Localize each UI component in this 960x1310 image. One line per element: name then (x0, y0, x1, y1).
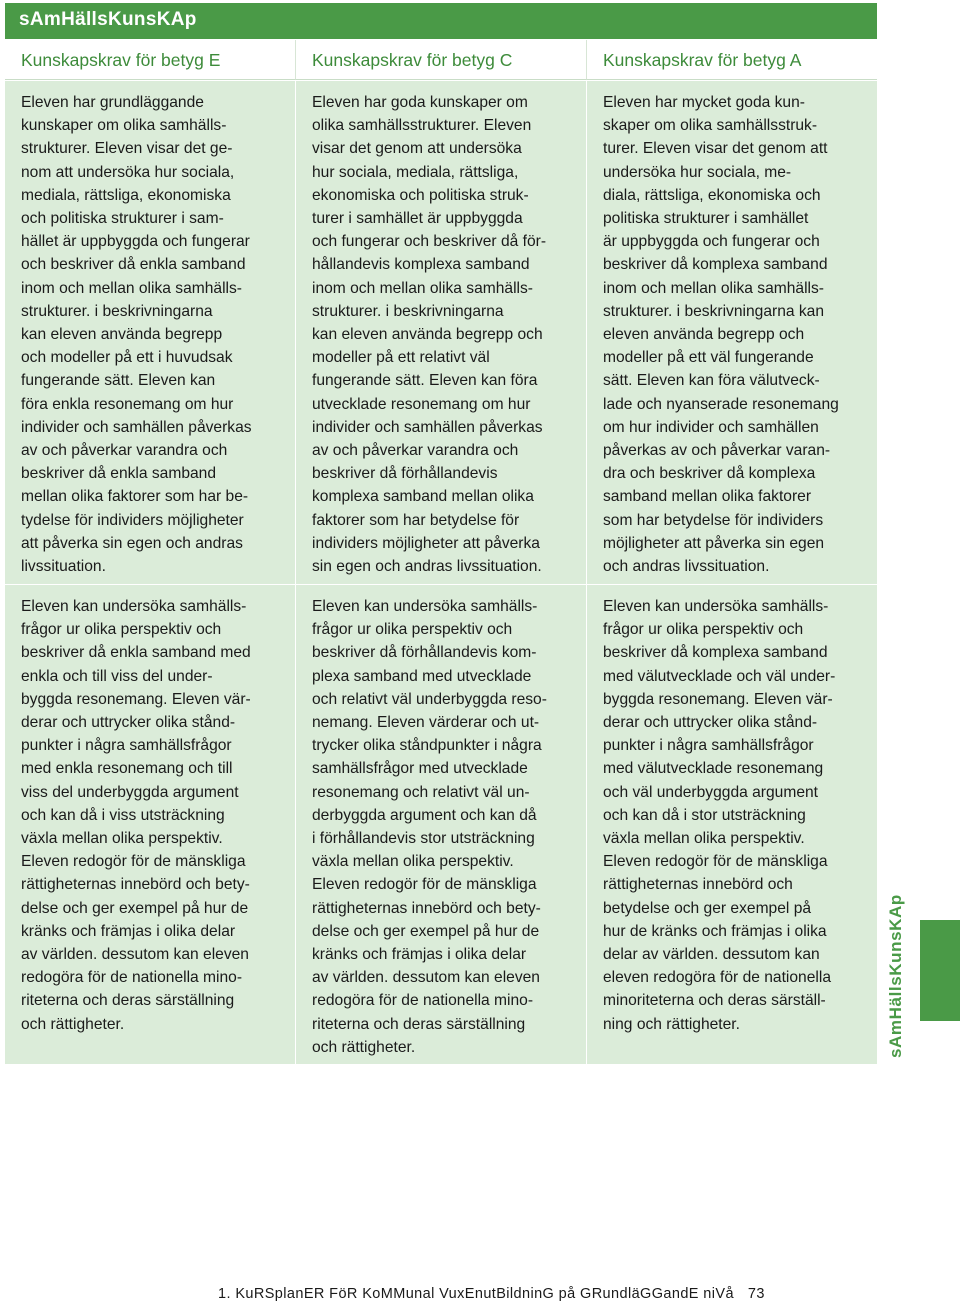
grading-criteria-table (5, 40, 877, 1064)
footer-text: 1. KuRSplanER FöR KoMMunal VuxEnutBildninG på GRundläGGandE niVå (218, 1286, 734, 1302)
side-tab-marker (920, 920, 960, 1021)
page-footer (218, 1286, 765, 1302)
page-header-title: sAmHällsKunsKAp (19, 9, 197, 30)
criteria-cell-e-knowledge: Eleven har grundläggande kunskaper om olika samhälls- strukturer. Eleven visar det ge- nom att undersöka hur sociala, mediala, rättsliga, ekonomiska och politiska strukturer i sam- hället är uppbyggda och fungerar och beskriver då enkla samband inom och mellan olika samhälls- strukturer. i beskrivningarna kan eleven använda begrepp och modeller på ett i huvudsak fungerande sätt. Eleven kan föra enkla resonemang om hur individer och samhällen påverkas av och påverkar varandra och beskriver då enkla samband mellan olika faktorer som har be- tydelse för individers möjligheter att påverka sin egen och andras livssituation. (5, 80, 295, 584)
criteria-cell-c-knowledge: Eleven har goda kunskaper om olika samhällsstrukturer. Eleven visar det genom att undersöka hur sociala, mediala, rättsliga, ekonomiska och politiska struk- turer i samhället är uppbyggda och fungerar och beskriver då för- hållandevis komplexa samband inom och mellan olika samhälls- strukturer. i beskrivningarna kan eleven använda begrepp och modeller på ett relativt väl fungerande sätt. Eleven kan föra utvecklade resonemang om hur individer och samhällen påverkas av och påverkar varandra och beskriver då förhållandevis komplexa samband mellan olika faktorer som har betydelse för individers möjligheter att påverka sin egen och andras livssituation. (295, 80, 586, 584)
column-heading-c: Kunskapskrav för betyg C (295, 40, 586, 80)
page-header-bar (5, 3, 877, 39)
criteria-cell-e-perspectives: Eleven kan undersöka samhälls- frågor ur olika perspektiv och beskriver då enkla samband med enkla och till viss del under- byggda resonemang. Eleven vär- derar och uttrycker olika stånd- punkter i några samhällsfrågor med enkla resonemang och till viss del underbyggda argument och kan då i viss utsträckning växla mellan olika perspektiv. Eleven redogör för de mänskliga rättigheternas innebörd och bety- delse och ger exempel på hur de kränks och främjas i olika delar av världen. dessutom kan eleven redogöra för de nationella mino- riteterna och deras särställning och rättigheter. (5, 584, 295, 1064)
side-tab-label: sAmHällsKunsKAp (886, 894, 905, 1058)
criteria-cell-a-perspectives: Eleven kan undersöka samhälls- frågor ur olika perspektiv och beskriver då komplexa samband med välutvecklade och väl under- byggda resonemang. Eleven vär- derar och uttrycker olika stånd- punkter i några samhällsfrågor med välutvecklade resonemang och väl underbyggda argument och kan då i stor utsträckning växla mellan olika perspektiv. Eleven redogör för de mänskliga rättigheternas innebörd och betydelse och ger exempel på hur de kränks och främjas i olika delar av världen. dessutom kan eleven redogöra för de nationella minoriteterna och deras särställ- ning och rättigheter. (586, 584, 877, 1064)
column-heading-e: Kunskapskrav för betyg E (5, 40, 295, 80)
page-number: 73 (747, 1286, 765, 1302)
column-heading-a: Kunskapskrav för betyg A (586, 40, 877, 80)
criteria-cell-a-knowledge: Eleven har mycket goda kun- skaper om olika samhällsstruk- turer. Eleven visar det genom att undersöka hur sociala, me- diala, rättsliga, ekonomiska och politiska strukturer i samhället är uppbyggda och fungerar och beskriver då komplexa samband inom och mellan olika samhälls- strukturer. i beskrivningarna kan eleven använda begrepp och modeller på ett väl fungerande sätt. Eleven kan föra välutveck- lade och nyanserade resonemang om hur individer och samhällen påverkas av och påverkar varan- dra och beskriver då komplexa samband mellan olika faktorer som har betydelse för individers möjligheter att påverka sin egen och andras livssituation. (586, 80, 877, 584)
criteria-cell-c-perspectives: Eleven kan undersöka samhälls- frågor ur olika perspektiv och beskriver då förhållandevis kom- plexa samband med utvecklade och relativt väl underbyggda reso- nemang. Eleven värderar och ut- trycker olika ståndpunkter i några samhällsfrågor med utvecklade resonemang och relativt väl un- derbyggda argument och kan då i förhållandevis stor utsträckning växla mellan olika perspektiv. Eleven redogör för de mänskliga rättigheternas innebörd och bety- delse och ger exempel på hur de kränks och främjas i olika delar av världen. dessutom kan eleven redogöra för de nationella mino- riteterna och deras särställning och rättigheter. (295, 584, 586, 1064)
